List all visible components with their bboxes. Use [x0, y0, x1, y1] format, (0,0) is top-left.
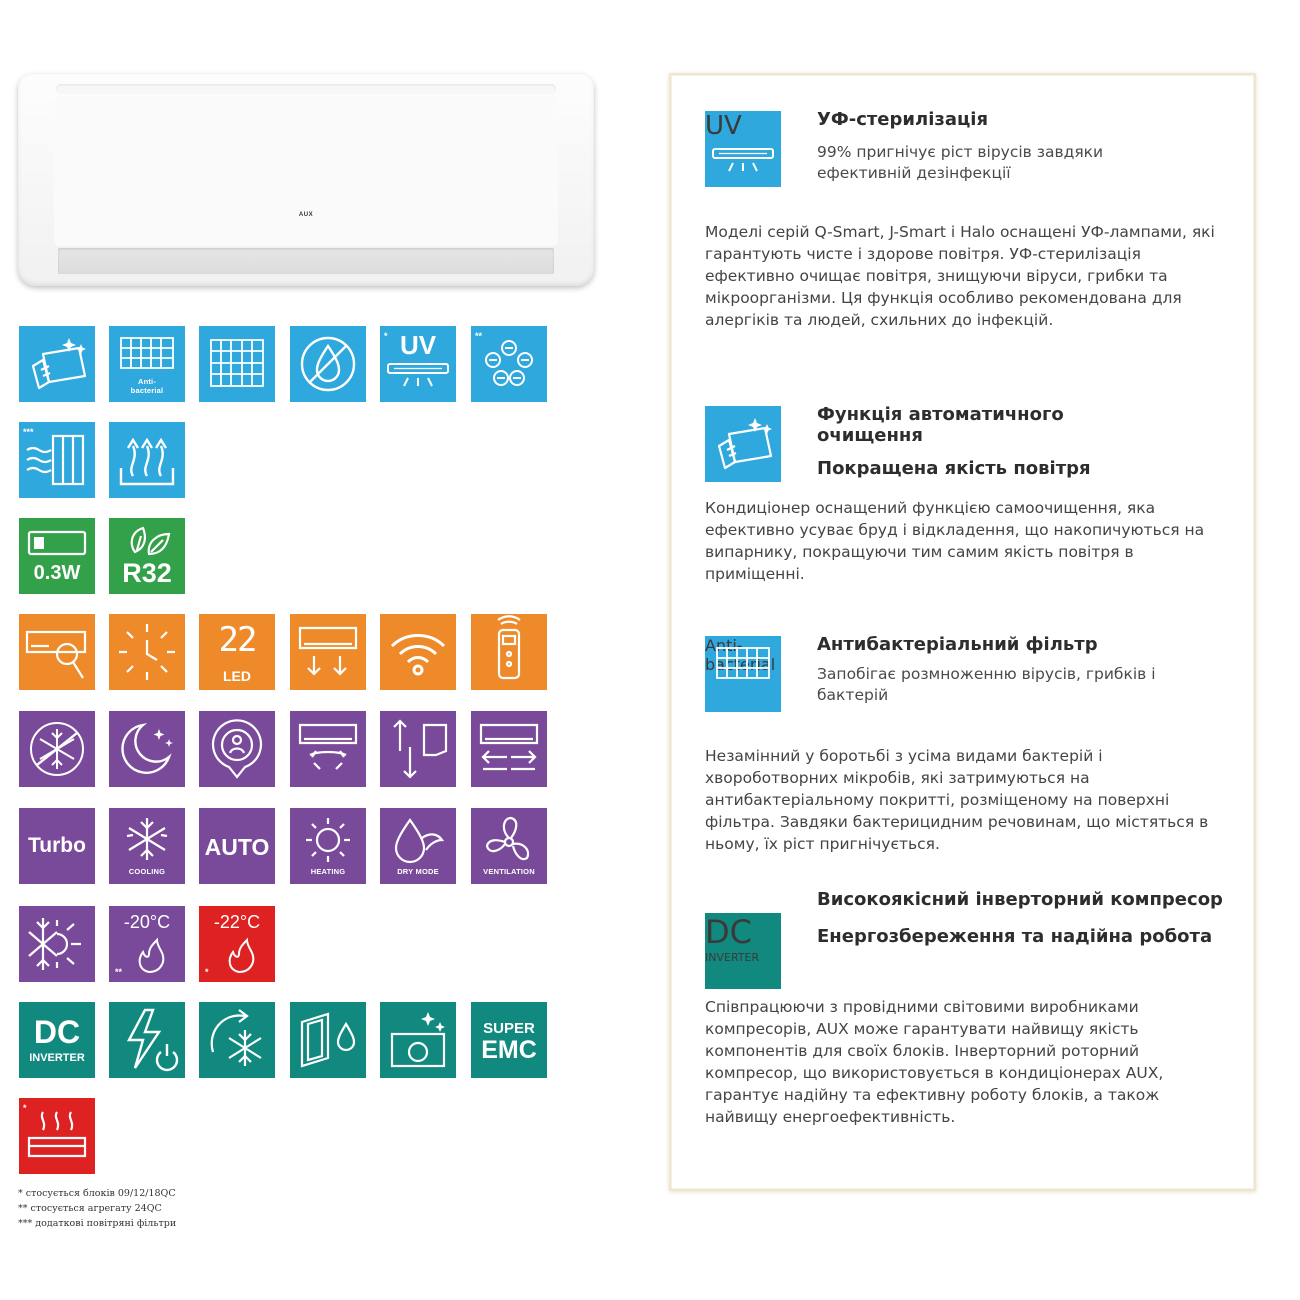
ventilation-label: VENTILATION	[483, 867, 535, 876]
feature-subtitle: 99% пригнічує ріст вірусів завдяки ефективній дезінфекції	[817, 143, 1104, 182]
low-temp-20-icon	[109, 906, 185, 982]
feature-title: УФ-стерилізація	[817, 109, 989, 130]
remote-buttons-icon	[471, 326, 547, 402]
horizontal-swing-icon	[471, 711, 547, 787]
feature-description: Співпрацюючи з провідними світовими виробниками компресорів, AUX може гарантувати найвищу якість компонентів для своїх блоків. Інверторний роторний компресор, що використовується в кондиціонерах AUX, гарантує надійну та ефективну роботу блоків, а також найвищу енергоефективність.	[705, 998, 1164, 1126]
footnote-2: ** стосується агрегату 24QC	[18, 1203, 162, 1214]
super-emc-icon	[471, 1002, 547, 1078]
self-clean-icon	[19, 326, 95, 402]
feature-title: Високоякісний інверторний компресор	[817, 889, 1223, 910]
feature-icon-grid	[0, 0, 560, 1200]
antibacterial-label: Anti- bacterial	[130, 377, 164, 395]
temp-minus-22-text: -22°C	[213, 912, 261, 932]
dc-text: DC	[705, 913, 752, 951]
footnote-1: * стосується блоків 09/12/18QC	[18, 1188, 176, 1199]
r32-refrigerant-icon	[109, 518, 185, 594]
dry-mode-icon	[380, 808, 456, 884]
antibacterial-label: Anti- bacterial	[705, 636, 776, 674]
dc-inverter-icon	[705, 913, 781, 989]
vertical-swing-icon	[380, 711, 456, 787]
auto-text: AUTO	[204, 834, 270, 860]
led-label: LED	[223, 668, 251, 684]
sleep-mode-icon	[109, 711, 185, 787]
fast-cooling-icon	[199, 1002, 275, 1078]
footnote-star: ***	[23, 427, 34, 437]
uv-sterilization-icon	[705, 111, 781, 187]
base-heater-icon	[19, 1098, 95, 1174]
antibacterial-filter-icon	[109, 326, 185, 402]
footnote-star: *	[23, 1103, 27, 1113]
remote-control-icon	[471, 614, 547, 690]
feature-subtitle: Енергозбереження та надійна робота	[817, 926, 1213, 947]
air-swing-icon	[290, 711, 366, 787]
antibacterial-filter-icon	[705, 636, 781, 712]
energy-saving-icon	[109, 1002, 185, 1078]
standby-power-text: 0.3W	[33, 562, 81, 584]
feature-description: Моделі серій Q-Smart, J-Smart і Halo оснащені УФ-лампами, які гарантують чисте і здорове повітря. УФ-стерилізація ефективно очищає повітря, знищуючи віруси, грибки та мікроорганізми. Ця функція особливо рекомендована для алергіків та людей, схильних до інфекцій.	[705, 223, 1215, 329]
wifi-icon	[380, 614, 456, 690]
feature-title: Антибактеріальний фільтр	[817, 634, 1098, 655]
heating-mode-icon	[290, 808, 366, 884]
ventilation-mode-icon	[471, 808, 547, 884]
footnote-3: *** додаткові повітряні фільтри	[18, 1218, 177, 1229]
heating-label: HEATING	[310, 867, 346, 876]
inverter-text: INVERTER	[705, 951, 760, 964]
airflow-down-icon	[290, 614, 366, 690]
anti-mildew-icon	[290, 326, 366, 402]
feature-subtitle: Запобігає розмноженню вірусів, грибків і бактерій	[817, 665, 1156, 704]
low-temp-22-icon	[199, 906, 275, 982]
footnote-star: **	[115, 967, 123, 977]
footnotes	[18, 1186, 318, 1231]
features-panel	[669, 73, 1256, 1191]
turbo-mode-icon	[19, 808, 95, 884]
footnote-star: *	[384, 331, 388, 341]
uv-sterilization-icon	[380, 326, 456, 402]
feature-description: Незамінний у боротьбі з усіма видами бактерій і хвороботворних мікробів, які затримуються на антибактеріальному покритті, розміщеному на поверхні фільтра. Завдяки бактерицидним речовинам, що містяться в ньому, їх ріст пригнічується.	[705, 747, 1209, 853]
dry-mode-label: DRY MODE	[397, 867, 439, 876]
cool-heat-icon	[19, 906, 95, 982]
standby-power-icon	[19, 518, 95, 594]
cooling-label: COOLING	[128, 867, 166, 876]
anti-freeze-icon	[19, 711, 95, 787]
super-text: SUPER	[483, 1020, 535, 1037]
uv-text: UV	[399, 330, 437, 360]
temp-minus-20-text: -20°C	[123, 912, 171, 932]
ac-logo: AUX	[298, 212, 314, 218]
air-filter-icon	[19, 422, 95, 498]
timer-icon	[109, 614, 185, 690]
filter-grid-icon	[199, 326, 275, 402]
drainage-icon	[290, 1002, 366, 1078]
feature-subtitle: Покращена якість повітря	[817, 458, 1091, 479]
dc-inverter-icon	[19, 1002, 95, 1078]
cooling-mode-icon	[109, 808, 185, 884]
turbo-text: Turbo	[28, 834, 86, 857]
inverter-text: INVERTER	[29, 1052, 85, 1064]
emc-text: EMC	[481, 1036, 537, 1064]
auto-mode-icon	[199, 808, 275, 884]
led-display-icon	[199, 614, 275, 690]
dc-text: DC	[33, 1014, 81, 1050]
i-feel-icon	[199, 711, 275, 787]
self-diagnosis-icon	[19, 614, 95, 690]
clean-evaporator-icon	[380, 1002, 456, 1078]
r32-text: R32	[122, 558, 172, 588]
self-clean-icon	[705, 406, 781, 482]
footnote-star: **	[475, 331, 483, 341]
feature-title-line-2: очищення	[817, 425, 923, 446]
led-digits: 22	[218, 620, 256, 660]
feature-description: Кондиціонер оснащений функцією самоочищення, яка ефективно усуває бруд і відкладення, що накопичуються на випарнику, покращуючи тим самим якість повітря в приміщенні.	[705, 499, 1205, 583]
uv-text: UV	[705, 111, 742, 141]
feature-title-line-1: Функція автоматичного	[817, 404, 1064, 425]
heat-airflow-icon	[109, 422, 185, 498]
footnote-star: *	[205, 967, 209, 977]
